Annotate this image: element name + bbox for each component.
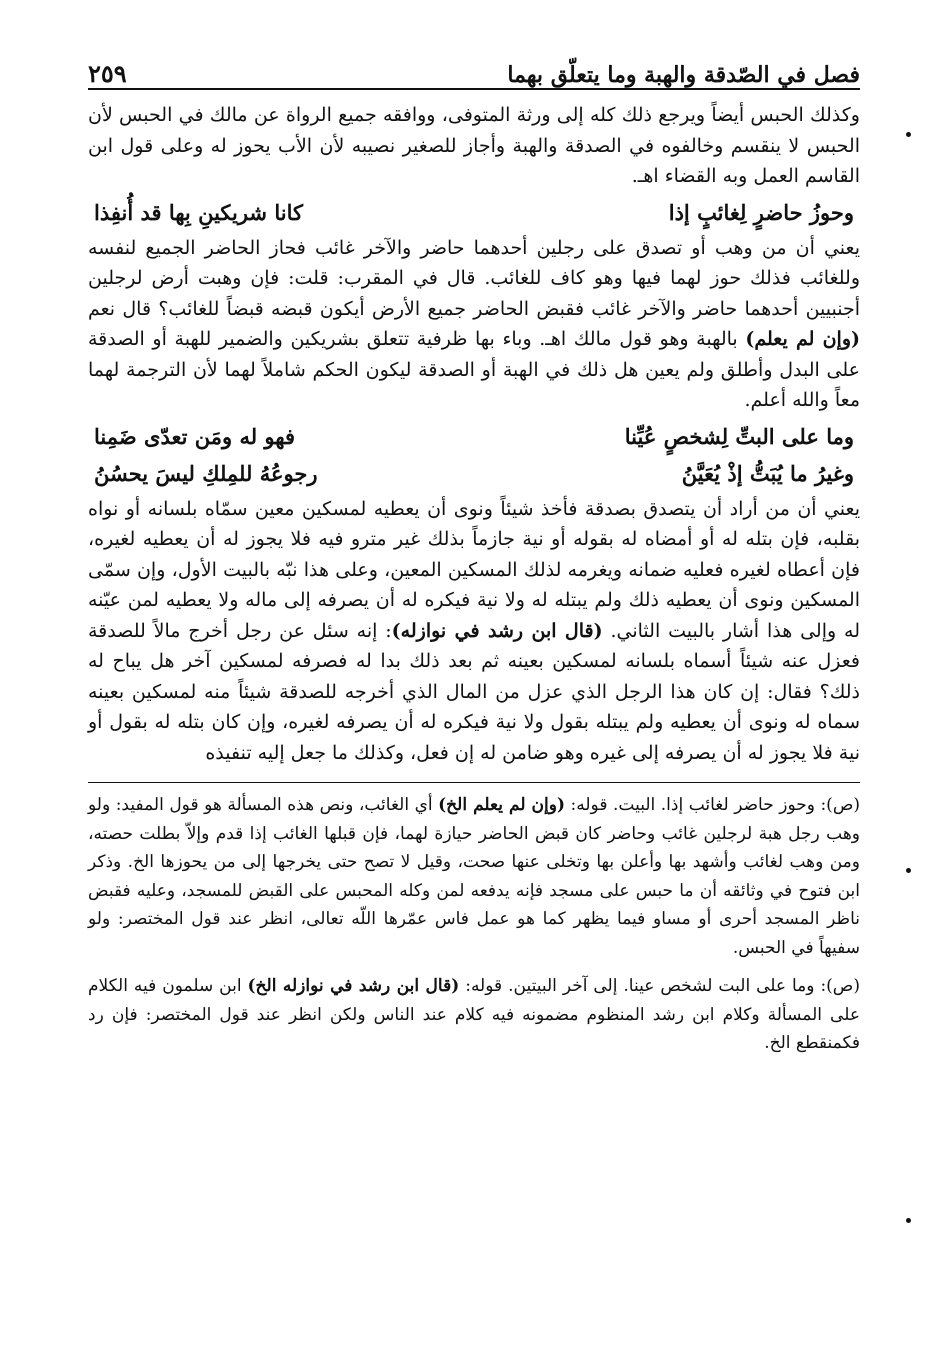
- verse-3-hemistich-b: رجوعُهُ للمِلكِ ليسَ يحسُنُ: [94, 460, 318, 486]
- footnote-1-text: (ص): وحوز حاضر لغائب إذا. البيت. قوله:: [570, 795, 861, 815]
- paragraph-2: [88, 233, 860, 416]
- footnote-1-bold: (وإن لم يعلم الخ): [438, 795, 565, 815]
- verse-2-hemistich-a: وما على البتِّ لِشخصٍ عُيِّنا: [624, 423, 854, 449]
- scan-mark-bottom: [906, 1218, 911, 1223]
- scan-mark-top: [906, 132, 911, 137]
- verse-1-hemistich-b: كانا شريكينِ بِها قد أُنفِذا: [94, 199, 303, 225]
- footnote-1: [88, 791, 860, 962]
- running-title: فصل في الصّدقة والهبة وما يتعلّق بهما: [507, 62, 860, 88]
- footnote-1-rest: أي الغائب، ونص هذه المسألة هو قول المفيد: ولو وهب رجل هبة لرجلين غائب وحاضر كان قبض الحاضر حيازة لهما، فإن قبلها الغائب إذا قدم وإلاّ بطلت حصته، ومن وهب لغائب وأشهد بها وأعلن بها وتخلى عنها صحت، وقيل لا تصح حتى يخرجها إلى من يحوزها الخ. وذكر ابن فتوح في وثائقه أن ما حبس على مسجد فإنه يدفعه لمن وكله المحبس على القبض للمسجد، وعليه فقبض ناظر المسجد أحرى أو مساو فيما يظهر كما هو عمل فاس عمّرها اللّه تعالى، انظر عند قول المختصر: ولو سفيهاً في الحبس.: [88, 795, 860, 958]
- verse-1-hemistich-a: وحوزُ حاضرٍ لِغائبٍ إذا: [668, 199, 854, 225]
- paragraph-3-rest: : إنه سئل عن رجل أخرج مالاً للصدقة فعزل عنه شيئاً أسماه بلسانه لمسكين بعينه ثم بعد ذلك بدا له فصرفه لمسكين آخر هل يباح له ذلك؟ فقال: إن كان هذا الرجل الذي عزل من المال الذي أخرجه للصدقة شيئاً منه لمسكين بعينه سماه له ونوى أن يعطيه ولم يبتله بقول ولا نية فيكره له أن يصرفه لغيره، وإن كان بتله له بقول أو نية فلا يجوز له أن يصرفه إلى غيره وهو ضامن له إن فعل، وكذلك ما جعل إليه تنفيذه: [88, 619, 860, 764]
- paragraph-2-rest: بالهبة وهو قول مالك اهـ. وباء بها ظرفية تتعلق بشريكين والضمير للهبة أو الصدقة على البدل وأطلق ولم يعين هل ذلك في الهبة أو الصدقة ليكون الحكم شاملاً لهما لأن الترجمة لهما معاً والله أعلم.: [88, 328, 860, 411]
- verse-1: [88, 196, 860, 229]
- verse-3-hemistich-a: وغيرُ ما يُبَتُّ إذْ يُعَيَّنُ: [681, 460, 854, 486]
- verse-3: [88, 457, 860, 490]
- paragraph-3-bold: (قال ابن رشد في نوازله): [391, 619, 603, 642]
- paragraph-2-text: يعني أن من وهب أو تصدق على رجلين أحدهما حاضر والآخر غائب فحاز الحاضر الجميع لنفسه وللغائب فذلك حوز لهما فيها وهو كاف للغائب. قال في المقرب: قلت: فإن وهبت أرض لرجلين أجنبيين أحدهما حاضر والآخر غائب فقبض الحاضر جميع الأرض أيكون قبضه قبضاً للغائب؟ قال نعم: [88, 236, 860, 320]
- footnote-2: [88, 972, 860, 1058]
- verse-2-hemistich-b: فهو له ومَن تعدّى ضَمِنا: [94, 423, 295, 449]
- footnote-2-text: (ص): وما على البت لشخص عينا. إلى آخر البيتين. قوله:: [465, 976, 860, 996]
- page-header: [88, 50, 860, 90]
- paragraph-3: [88, 494, 860, 769]
- footnote-2-rest: ابن سلمون فيه الكلام على المسألة وكلام ابن رشد المنظوم مضمونه فيه كلام عند الناس ولكن انظر عند قول المختصر: فإن رد فكمنقطع الخ.: [88, 976, 860, 1053]
- verse-2: [88, 420, 860, 453]
- paragraph-3-text: يعني أن من أراد أن يتصدق بصدقة فأخذ شيئاً ونوى أن يعطيه لمسكين معين سمّاه بلسانه أو نواه بقلبه، فإن بتله له أو أمضاه له بقوله أو نية جازماً بذلك غير مترو فيه فلا يجوز له أن يعطيه لغيره، فإن أعطاه لغيره فعليه ضمانه ويغرمه لذلك المسكين المعين، وعلى هذا نبّه بالبيت الأول، وإن سمّى المسكين ونوى أن يعطيه ذلك ولم يبتله له ولا نية فيكره له أن يصرفه إلى ماله ولا يعطيه لمن عيّنه له وإلى هذا أشار بالبيت الثاني.: [88, 497, 860, 642]
- scan-mark-middle: [906, 868, 911, 873]
- footnote-2-bold: (قال ابن رشد في نوازله الخ): [247, 976, 460, 996]
- paragraph-1: وكذلك الحبس أيضاً ويرجع ذلك كله إلى ورثة المتوفى، ووافقه جميع الرواة عن مالك في الحبس لأن الحبس لا ينقسم وخالفوه في الصدقة والهبة وأجاز للصغير نصيبه لأن الأب يحوز له وعلى قول ابن القاسم العمل وبه القضاء اهـ.: [88, 104, 860, 187]
- page-number: ٢٥٩: [88, 59, 127, 88]
- paragraph-2-bold: (وإن لم يعلم): [745, 328, 860, 350]
- footnote-divider: [88, 782, 860, 783]
- page: [88, 50, 860, 1068]
